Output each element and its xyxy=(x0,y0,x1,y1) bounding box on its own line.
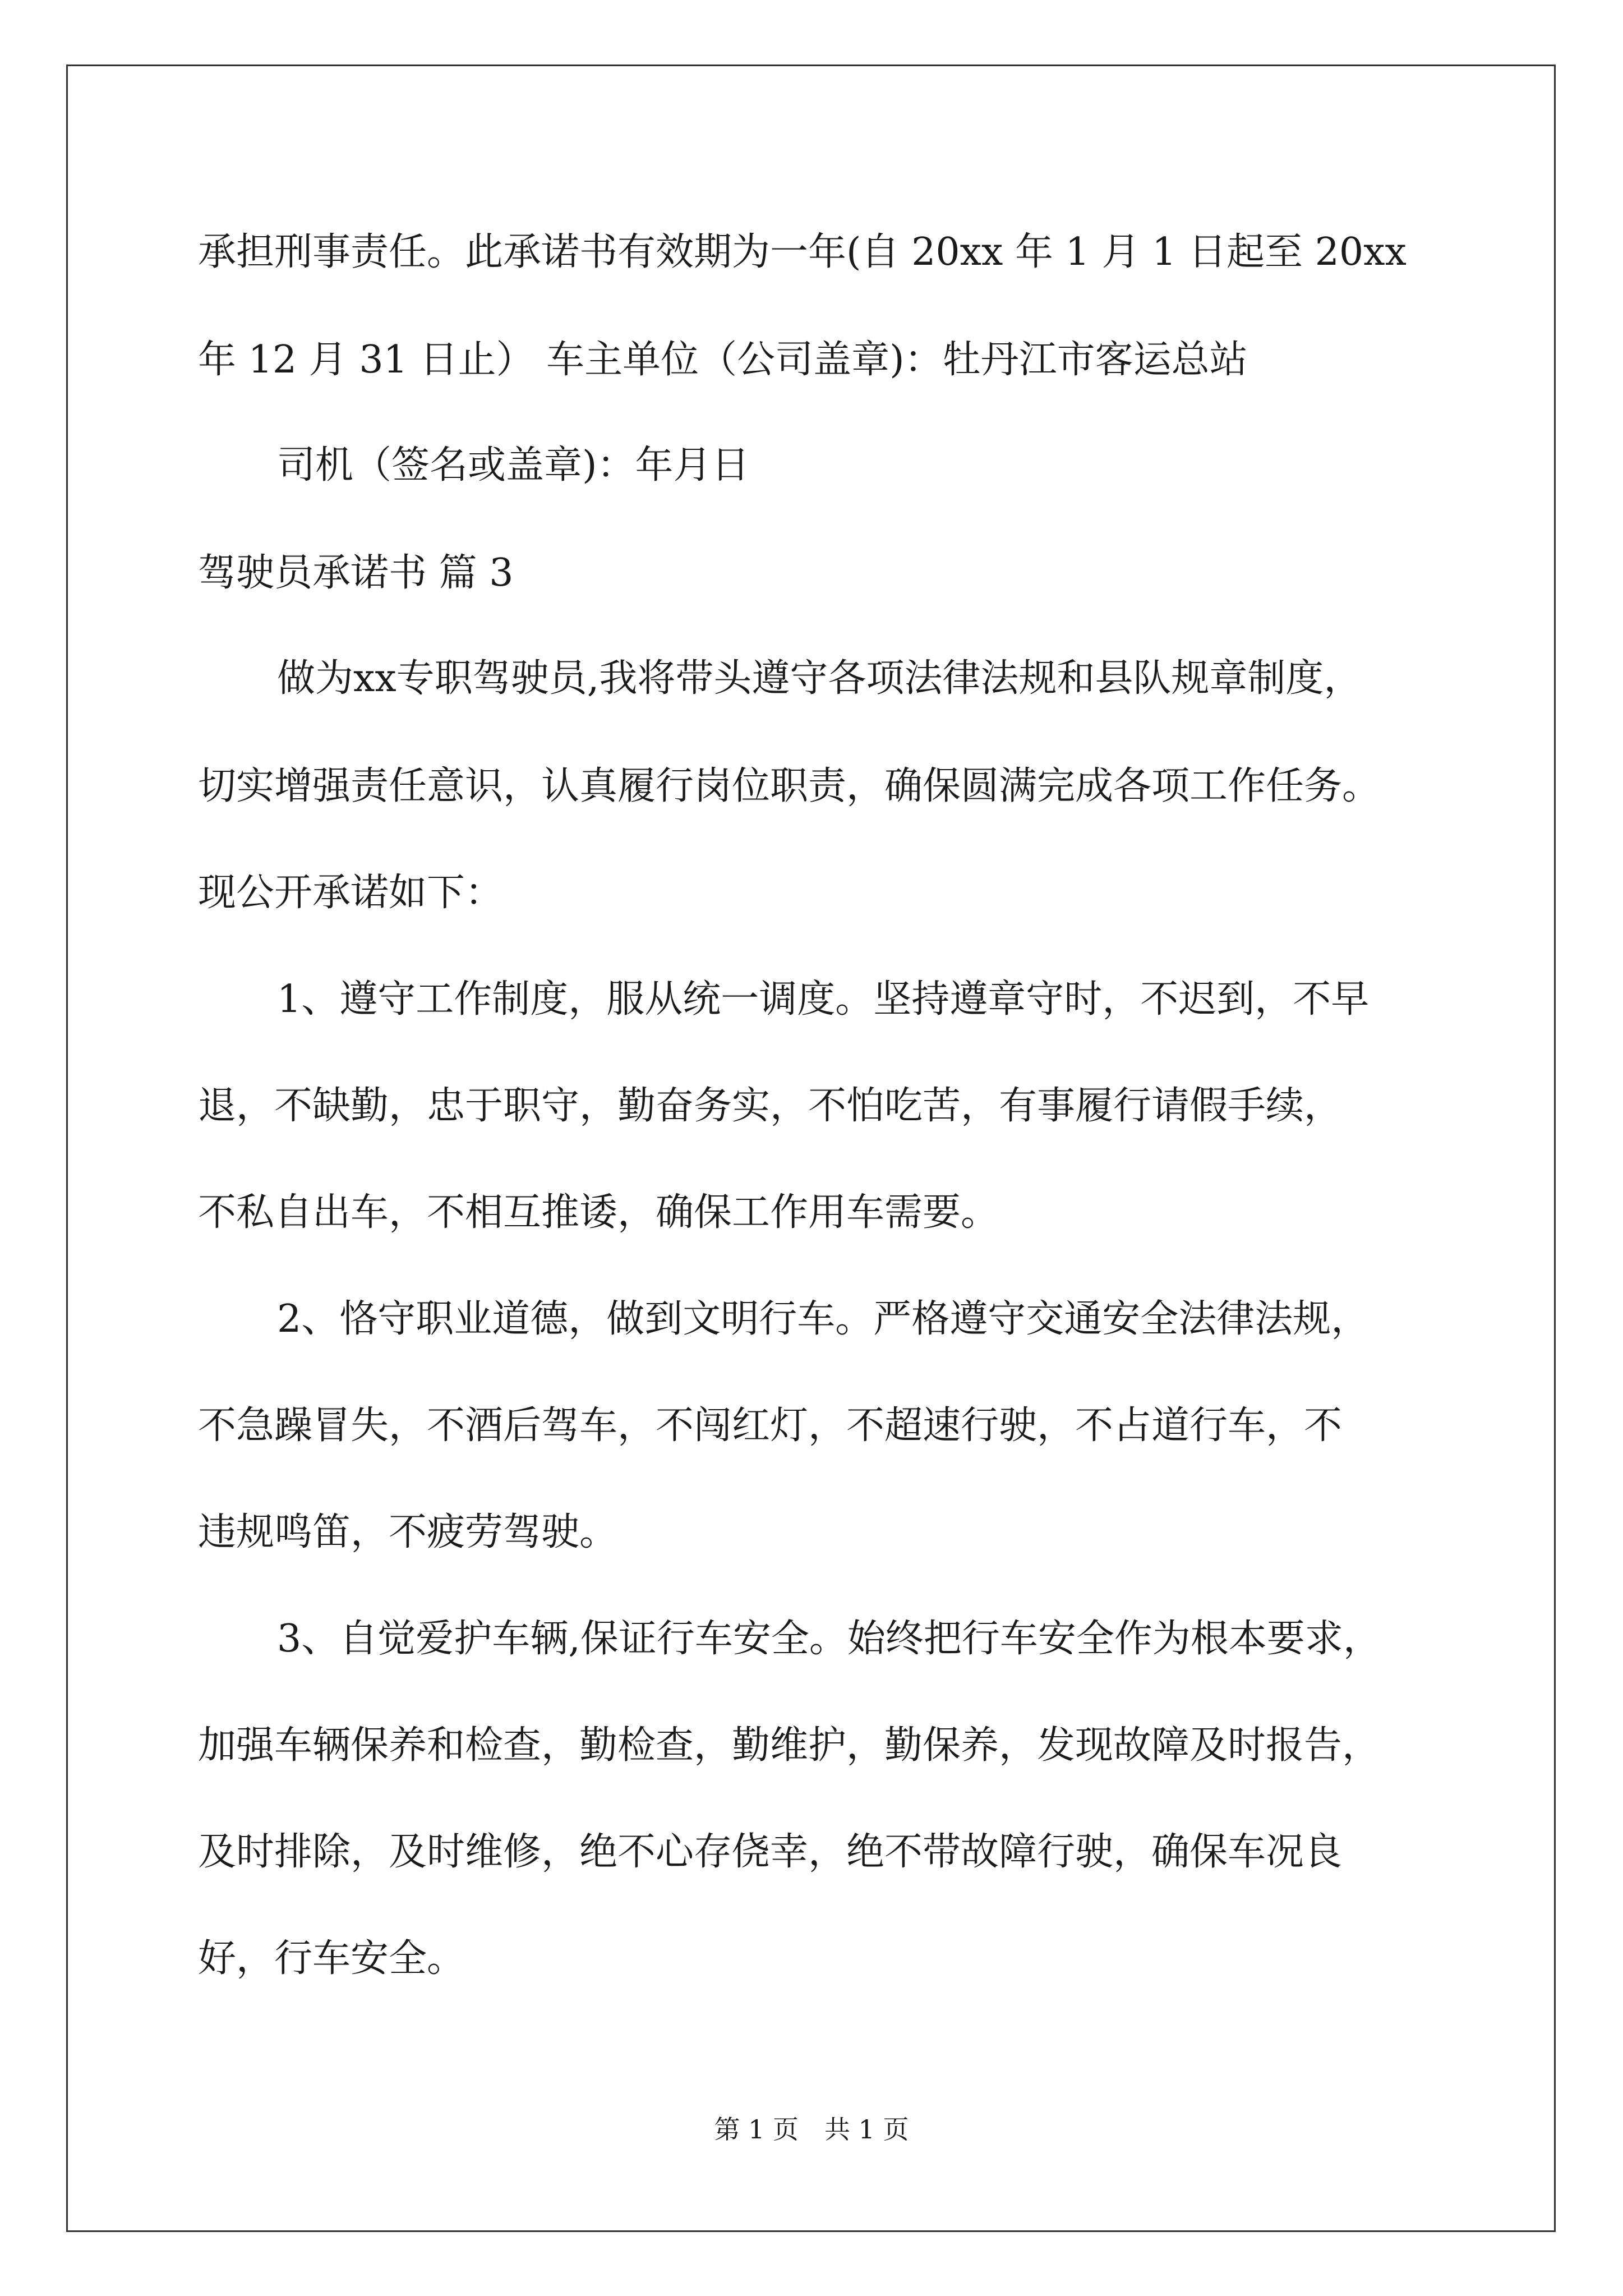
text-line: 违规鸣笛，不疲劳驾驶。 xyxy=(198,1510,618,1554)
text-line: 不私自出车，不相互推诿，确保工作用车需要。 xyxy=(198,1190,999,1235)
section-heading: 驾驶员承诺书 篇 3 xyxy=(198,551,514,595)
text-line: 承担刑事责任。此承诺书有效期为一年(自 20xx 年 1 月 1 日起至 20xx xyxy=(198,230,1407,274)
text-line: 年 12 月 31 日止） 车主单位（公司盖章)：牡丹江市客运总站 xyxy=(198,338,1248,382)
text-line: 切实增强责任意识，认真履行岗位职责，确保圆满完成各项工作任务。 xyxy=(198,764,1381,808)
text-line: 2、恪守职业道德，做到文明行车。严格遵守交通安全法律法规， xyxy=(277,1297,1370,1341)
text-line: 做为xx专职驾驶员,我将带头遵守各项法律法规和县队规章制度， xyxy=(277,656,1362,701)
text-line: 好，行车安全。 xyxy=(198,1936,465,1981)
text-line: 退，不缺勤，忠于职守，勤奋务实，不怕吃苦，有事履行请假手续， xyxy=(198,1084,1343,1128)
page-footer: 第 1 页 共 1 页 xyxy=(714,2114,909,2145)
text-line: 不急躁冒失，不酒后驾车，不闯红灯，不超速行驶，不占道行车，不 xyxy=(198,1404,1343,1448)
page-frame xyxy=(66,65,1556,2232)
text-line: 1、遵守工作制度，服从统一调度。坚持遵章守时，不迟到，不早 xyxy=(277,977,1370,1022)
text-line: 加强车辆保养和检查，勤检查，勤维护，勤保养，发现故障及时报告， xyxy=(198,1723,1381,1768)
text-line: 3、自觉爱护车辆,保证行车安全。始终把行车安全作为根本要求， xyxy=(277,1617,1381,1661)
signature-line: 司机（签名或盖章)：年月日 xyxy=(277,443,750,487)
text-line: 及时排除，及时维修，绝不心存侥幸，绝不带故障行驶，确保车况良 xyxy=(198,1830,1343,1874)
text-line: 现公开承诺如下： xyxy=(198,871,504,915)
